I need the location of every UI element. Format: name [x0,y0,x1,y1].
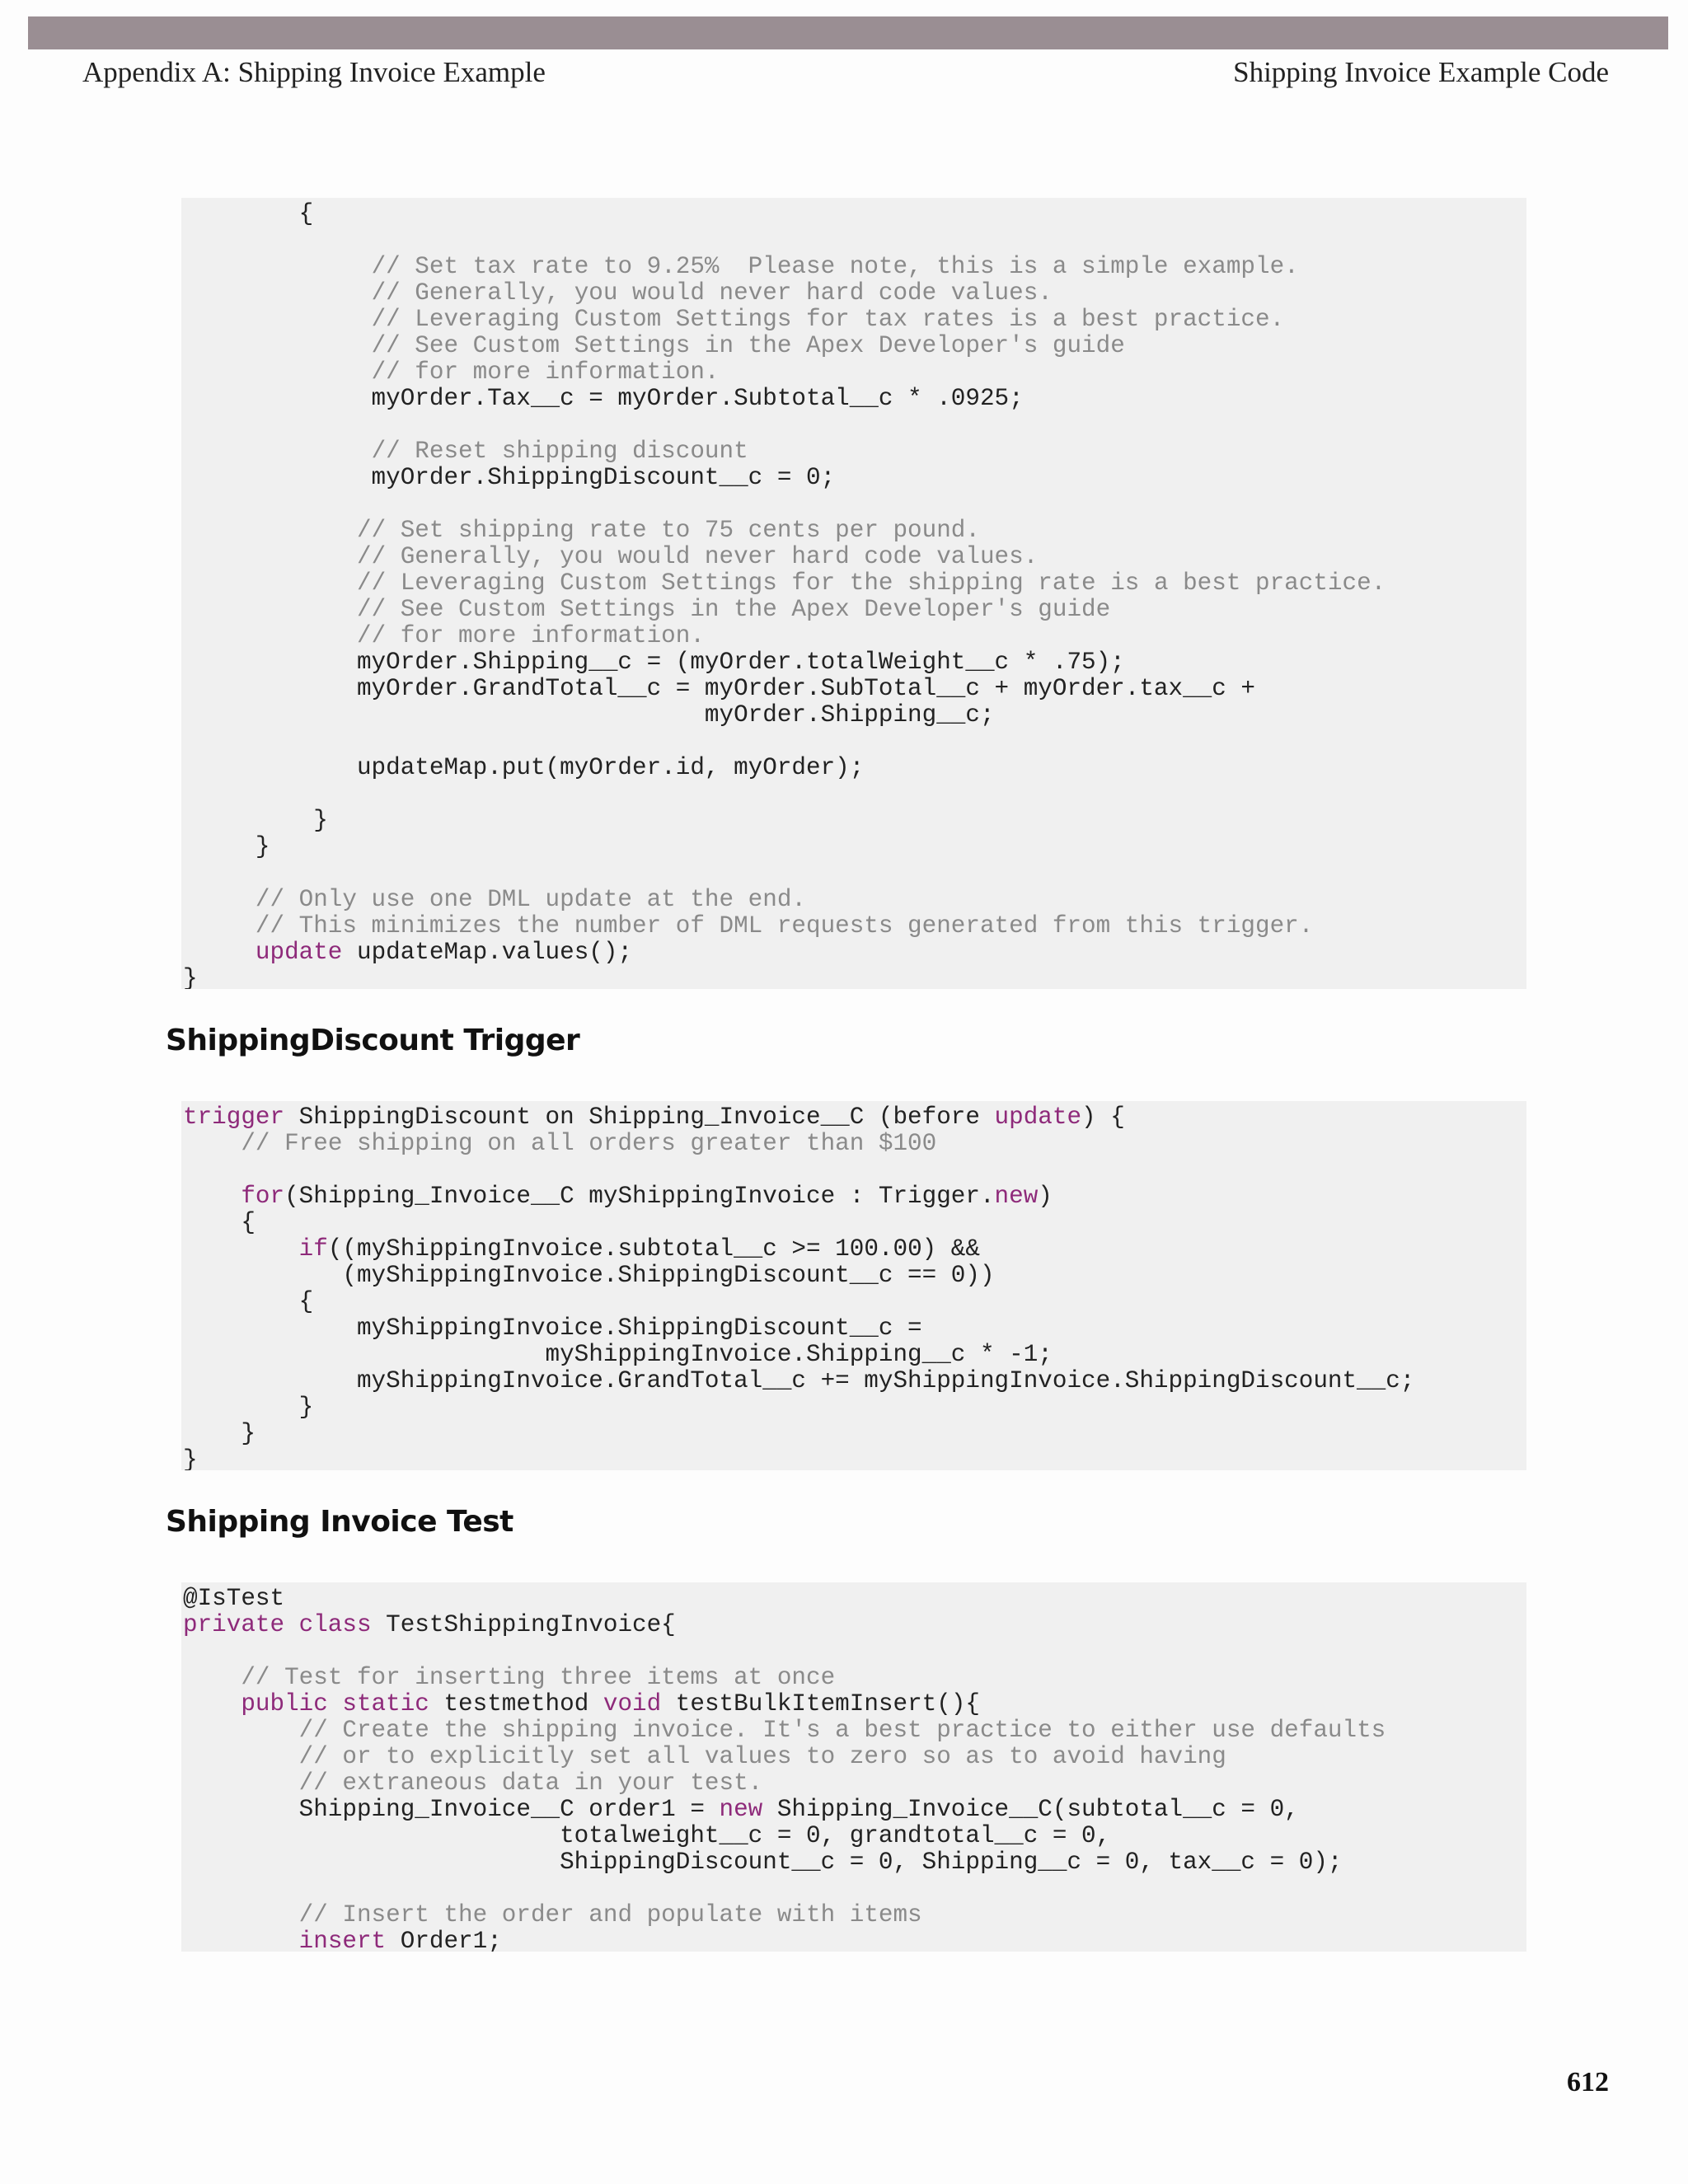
code-text: testBulkItemInsert(){ [661,1690,980,1718]
code-line [183,1157,1526,1183]
code-line [183,1929,1526,1952]
code-text: } [183,1420,256,1447]
code-comment: // Free shipping on all orders greater than $100 [241,1130,937,1157]
code-text: Shipping_Invoice__C order1 = [183,1796,720,1823]
code-line [183,1612,1526,1638]
code-text [183,1901,299,1929]
code-text: } [183,833,270,860]
code-text [183,1235,299,1263]
code-line [183,254,1526,280]
code-line [183,1210,1526,1236]
code-text [183,1183,241,1210]
code-text: { [183,200,314,227]
code-text [183,1130,241,1157]
code-text [183,1717,299,1744]
code-text [183,569,357,597]
code-comment: // Generally, you would never hard code values. [371,279,1053,307]
code-line [183,1394,1526,1421]
code-comment: // Set tax rate to 9.25% Please note, this is a simple example. [371,253,1299,280]
code-comment: // Test for inserting three items at once [241,1664,836,1691]
code-keyword: update [994,1104,1082,1131]
code-block-invoice-trigger-end [181,198,1526,989]
code-text: (Shipping_Invoice__C myShippingInvoice : Trigger. [284,1183,995,1210]
chapter-title: Appendix A: Shipping Invoice Example [82,56,546,88]
header-bar [28,16,1668,49]
code-line [183,280,1526,307]
code-line [183,333,1526,359]
code-line [183,1638,1526,1665]
code-line [183,359,1526,386]
code-text: myShippingInvoice.ShippingDiscount__c = [183,1315,922,1342]
running-header [82,56,1609,89]
code-text [183,359,372,386]
code-line [183,1691,1526,1718]
code-line [183,1823,1526,1849]
code-comment: // Leveraging Custom Settings for tax rates is a best practice. [371,306,1285,333]
code-text [183,939,256,966]
code-text: totalweight__c = 0, grandtotal__c = 0, [183,1822,1111,1849]
code-line [183,1368,1526,1394]
code-line [183,1421,1526,1447]
code-line [183,781,1526,808]
code-block-shippingdiscount-trigger [181,1101,1526,1470]
code-text [183,886,256,913]
code-line [183,1315,1526,1342]
code-comment: // Reset shipping discount [371,438,748,465]
code-text: { [183,1288,314,1315]
code-text: myOrder.Shipping__c; [183,701,995,729]
code-text [183,622,357,649]
heading-shippingdiscount-trigger: ShippingDiscount Trigger [166,1024,580,1057]
code-line [183,1744,1526,1770]
code-text: } [183,1446,198,1470]
code-comment: // for more information. [356,622,705,649]
code-line [183,1342,1526,1368]
code-comment: // Create the shipping invoice. It's a best practice to either use defaults [298,1717,1386,1744]
code-line [183,597,1526,623]
code-keyword: for [241,1183,285,1210]
code-text: myOrder.GrandTotal__c = myOrder.SubTotal__c + myOrder.tax__c + [183,675,1255,702]
code-line [183,913,1526,940]
code-text: } [183,1394,314,1421]
code-comment: // Leveraging Custom Settings for the shipping rate is a best practice. [356,569,1386,597]
code-text [183,1690,241,1718]
code-line [183,438,1526,465]
code-line [183,729,1526,755]
code-line [183,887,1526,913]
code-line [183,1447,1526,1470]
code-line [183,386,1526,412]
code-keyword: public static [241,1690,429,1718]
code-line [183,201,1526,227]
code-line [183,860,1526,887]
code-keyword: new [719,1796,763,1823]
code-line [183,1665,1526,1691]
code-text: } [183,965,198,989]
code-keyword: trigger [183,1104,285,1131]
code-line [183,834,1526,860]
code-line [183,1183,1526,1210]
code-text: testmethod [429,1690,603,1718]
code-text: TestShippingInvoice{ [371,1611,676,1638]
code-text [183,1664,241,1691]
code-keyword: if [298,1235,328,1263]
code-line [183,1131,1526,1157]
code-text: updateMap.put(myOrder.id, myOrder); [183,754,865,781]
code-text [183,253,372,280]
code-text: updateMap.values(); [342,939,633,966]
code-text: ) [1038,1183,1053,1210]
page-number: 612 [1567,2067,1609,2097]
code-line [183,755,1526,781]
code-line [183,1263,1526,1289]
code-line [183,412,1526,438]
code-comment: // or to explicitly set all values to zero so as to avoid having [298,1743,1226,1770]
code-text: ) { [1081,1104,1125,1131]
code-text [183,279,372,307]
code-comment: // Generally, you would never hard code values. [356,543,1039,570]
code-comment: // extraneous data in your test. [298,1769,763,1797]
code-text: ((myShippingInvoice.subtotal__c >= 100.00) && [327,1235,980,1263]
code-text [183,1928,299,1952]
code-line [183,1586,1526,1612]
code-line [183,544,1526,570]
code-line [183,307,1526,333]
code-comment: // Insert the order and populate with items [298,1901,922,1929]
code-keyword: new [994,1183,1039,1210]
code-text [183,912,256,940]
code-line [183,702,1526,729]
code-text: myOrder.Shipping__c = (myOrder.totalWeight__c * .75); [183,649,1125,676]
code-comment: // Only use one DML update at the end. [255,886,806,913]
code-line [183,623,1526,649]
code-line [183,1718,1526,1744]
code-keyword: void [603,1690,662,1718]
code-text [183,1743,299,1770]
code-line [183,676,1526,702]
code-text: Order1; [386,1928,502,1952]
code-line [183,465,1526,491]
code-text [183,517,357,544]
code-line [183,570,1526,597]
code-keyword: insert [298,1928,387,1952]
code-comment: // for more information. [371,359,720,386]
code-text: myShippingInvoice.GrandTotal__c += myShippingInvoice.ShippingDiscount__c; [183,1367,1415,1394]
code-text [183,306,372,333]
code-comment: // See Custom Settings in the Apex Developer's guide [371,332,1125,359]
code-text: ShippingDiscount__c = 0, Shipping__c = 0, tax__c = 0); [183,1849,1343,1876]
code-line [183,1104,1526,1131]
section-title: Shipping Invoice Example Code [1233,56,1609,88]
code-line [183,518,1526,544]
code-line [183,1902,1526,1929]
code-comment: // Set shipping rate to 75 cents per pound. [356,517,980,544]
code-text: @IsTest [183,1585,285,1612]
code-line [183,1876,1526,1902]
code-keyword: private class [183,1611,372,1638]
code-text: myOrder.Tax__c = myOrder.Subtotal__c * .0925; [183,385,1024,412]
code-text [183,1769,299,1797]
code-text: ShippingDiscount on Shipping_Invoice__C (before [284,1104,995,1131]
code-line [183,940,1526,966]
code-text: myOrder.ShippingDiscount__c = 0; [183,464,836,491]
code-block-shipping-invoice-test [181,1582,1526,1952]
code-line [183,227,1526,254]
code-comment: // This minimizes the number of DML requests generated from this trigger. [255,912,1314,940]
code-text [183,543,357,570]
code-line [183,649,1526,676]
code-line [183,1289,1526,1315]
code-keyword: update [255,939,343,966]
code-comment: // See Custom Settings in the Apex Developer's guide [356,596,1111,623]
code-text: myShippingInvoice.Shipping__c * -1; [183,1341,1053,1368]
code-line [183,1236,1526,1263]
code-text [183,596,357,623]
code-text: (myShippingInvoice.ShippingDiscount__c == 0)) [183,1262,995,1289]
code-line [183,491,1526,518]
code-text [183,332,372,359]
code-line [183,966,1526,989]
code-text [183,438,372,465]
code-text: } [183,807,328,834]
code-line [183,808,1526,834]
heading-shipping-invoice-test: Shipping Invoice Test [166,1505,513,1539]
code-line [183,1797,1526,1823]
code-text: { [183,1209,256,1236]
code-text: Shipping_Invoice__C(subtotal__c = 0, [762,1796,1299,1823]
code-line [183,1849,1526,1876]
code-line [183,1770,1526,1797]
